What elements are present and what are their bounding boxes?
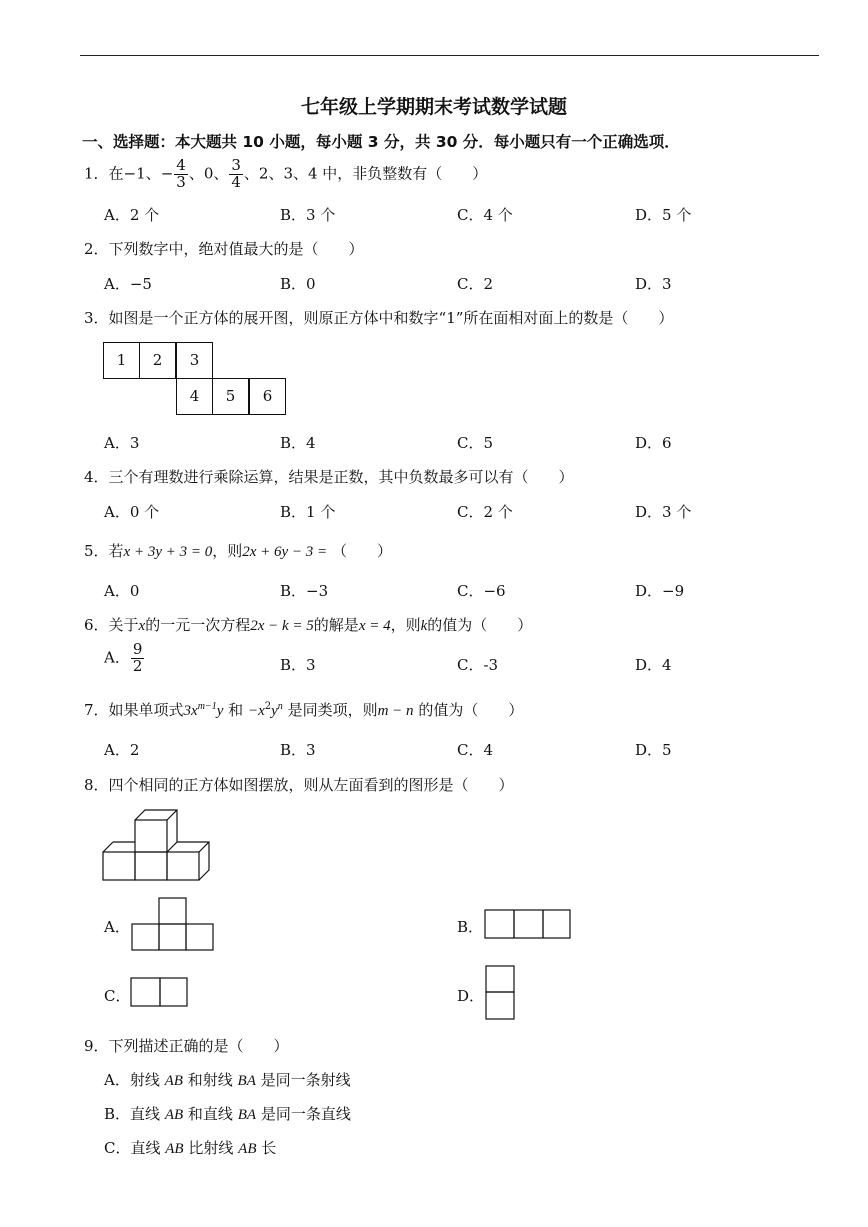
q9-a-mid: 和射线 <box>187 1071 233 1089</box>
q5-option-b[interactable]: B．−3 <box>280 582 329 600</box>
q6-option-a-label: A． <box>104 648 130 667</box>
q8-option-a[interactable]: A． <box>104 918 130 936</box>
question-8: 8．四个相同的正方体如图摆放，则从左面看到的图形是（ ） <box>84 776 514 794</box>
q8-option-b-figure[interactable] <box>483 908 573 940</box>
q6-text: 6．关于 <box>84 616 139 634</box>
q6-equation: 2x − k = 5 <box>250 618 314 634</box>
q6-solution: x = 4 <box>358 618 391 634</box>
q9-b-text: B．直线 <box>104 1105 161 1123</box>
q5-post: （ ） <box>331 542 392 560</box>
q7-option-b[interactable]: B．3 <box>280 741 316 759</box>
q9-b-rest: 是同一条直线 <box>260 1105 351 1123</box>
net-cell-6: 6 <box>249 378 286 415</box>
q1-mid: 、0、 <box>188 164 229 183</box>
q8-option-c-figure[interactable] <box>129 976 191 1008</box>
q9-option-c[interactable] <box>104 1137 276 1158</box>
q2-option-a[interactable]: A．−5 <box>104 275 152 293</box>
q9-a-seg1: AB <box>164 1073 183 1089</box>
q6-mid1: 的一元一次方程 <box>145 616 251 634</box>
q7-option-d[interactable]: D．5 <box>635 741 672 759</box>
question-2: 2．下列数字中，绝对值最大的是（ ） <box>84 240 364 258</box>
q6-mid2: 的解是 <box>313 616 359 634</box>
q8-option-d[interactable]: D． <box>457 987 485 1005</box>
q9-c-rest: 长 <box>261 1139 277 1157</box>
net-cell-3: 3 <box>176 342 213 379</box>
q7-term1-exp: m−1 <box>197 701 217 712</box>
header-rule <box>80 55 819 56</box>
q1-value: −1 <box>123 164 146 183</box>
question-9: 9．下列描述正确的是（ ） <box>84 1037 289 1055</box>
q1-sep: 、 <box>145 164 161 183</box>
q7-mid2: 是同类项，则 <box>287 701 378 719</box>
question-1 <box>84 158 487 191</box>
q1-neg: − <box>160 164 174 183</box>
q1-post: 、2、3、4 中，非负整数有（ ） <box>243 164 488 183</box>
q5-text: 5．若 <box>84 542 124 560</box>
q5-option-a[interactable]: A．0 <box>104 582 140 600</box>
q2-option-b[interactable]: B．0 <box>280 275 316 293</box>
q1-option-d[interactable]: D．5 个 <box>635 206 692 224</box>
q9-a-seg2: BA <box>237 1073 256 1089</box>
q4-option-b[interactable]: B．1 个 <box>280 503 336 521</box>
net-cell-5: 5 <box>212 378 249 415</box>
question-4: 4．三个有理数进行乘除运算，结果是正数，其中负数最多可以有（ ） <box>84 468 574 486</box>
question-3: 3．如图是一个正方体的展开图，则原正方体中和数字“1”所在面相对面上的数是（ ） <box>84 309 674 327</box>
q6-post: 的值为（ ） <box>427 616 533 634</box>
q5-mid: ，则 <box>212 542 243 560</box>
q3-option-a[interactable]: A．3 <box>104 434 140 452</box>
q9-c-seg2: AB <box>238 1141 257 1157</box>
q3-option-d[interactable]: D．6 <box>635 434 672 452</box>
q6-var-k: k <box>420 618 428 634</box>
q7-option-a[interactable]: A．2 <box>104 741 140 759</box>
q1-fraction-1: $\frac{4}{3}$ <box>176 156 186 191</box>
q1-text: 1．在 <box>84 164 124 183</box>
q7-text: 7．如果单项式 <box>84 701 184 719</box>
q9-option-a[interactable] <box>104 1069 351 1090</box>
q9-b-seg1: AB <box>164 1107 184 1123</box>
q8-option-c[interactable]: C． <box>104 987 131 1005</box>
question-5 <box>84 540 392 561</box>
q2-option-d[interactable]: D．3 <box>635 275 672 293</box>
q4-option-d[interactable]: D．3 个 <box>635 503 692 521</box>
q9-c-mid: 比射线 <box>188 1139 234 1157</box>
q5-equation-2: 2x + 6y − 3 = <box>242 544 328 560</box>
q5-equation-1: x + 3y + 3 = 0 <box>123 544 213 560</box>
q9-a-text: A．射线 <box>104 1071 160 1089</box>
q2-option-c[interactable]: C．2 <box>457 275 494 293</box>
q6-option-c[interactable]: C．-3 <box>457 656 499 674</box>
q7-term1: 3x <box>183 703 198 719</box>
q4-option-a[interactable]: A．0 个 <box>104 503 160 521</box>
stacked-cubes-figure <box>100 805 215 885</box>
section-heading: 一、选择题：本大题共 10 小题，每小题 3 分，共 30 分．每小题只有一个正确选项． <box>82 133 680 151</box>
q9-c-seg1: AB <box>165 1141 184 1157</box>
q9-c-text: C．直线 <box>104 1139 161 1157</box>
q9-b-mid: 和直线 <box>187 1105 233 1123</box>
q3-option-c[interactable]: C．5 <box>457 434 494 452</box>
q9-a-rest: 是同一条射线 <box>260 1071 351 1089</box>
q7-term2-yexp: n <box>277 701 283 712</box>
q5-option-d[interactable]: D．−9 <box>635 582 685 600</box>
q7-mid: 和 <box>228 701 244 719</box>
net-cell-2: 2 <box>139 342 176 379</box>
q7-term2: −x <box>247 703 265 719</box>
q6-option-a-fraction: $\frac{9}{2}$ <box>132 640 143 675</box>
q8-option-a-figure[interactable] <box>130 897 216 952</box>
q7-term1-y: y <box>216 703 224 719</box>
q6-mid3: ，则 <box>390 616 421 634</box>
q1-option-b[interactable]: B．3 个 <box>280 206 336 224</box>
q9-option-b[interactable] <box>104 1103 351 1124</box>
q3-option-b[interactable]: B．4 <box>280 434 316 452</box>
question-6 <box>84 614 532 635</box>
q1-option-a[interactable]: A．2 个 <box>104 206 160 224</box>
q6-option-b[interactable]: B．3 <box>280 656 316 674</box>
q7-option-c[interactable]: C．4 <box>457 741 494 759</box>
q6-option-d[interactable]: D．4 <box>635 656 672 674</box>
q7-term2-y: y <box>271 703 278 719</box>
page-title: 七年级上学期期末考试数学试题 <box>300 96 567 118</box>
net-cell-4: 4 <box>176 378 213 415</box>
q4-option-c[interactable]: C．2 个 <box>457 503 513 521</box>
q6-var-x: x <box>138 618 146 634</box>
q1-fraction-2: $\frac{3}{4}$ <box>231 156 241 191</box>
net-cell-1: 1 <box>103 342 140 379</box>
q7-post: 的值为（ ） <box>418 701 524 719</box>
q8-option-b[interactable]: B． <box>457 918 484 936</box>
q7-term2-exp: 2 <box>264 701 272 712</box>
question-7 <box>84 699 523 720</box>
q8-option-d-figure[interactable] <box>484 964 517 1022</box>
q7-expression: m − n <box>377 703 414 719</box>
q9-b-seg2: BA <box>237 1107 257 1123</box>
q5-option-c[interactable]: C．−6 <box>457 582 506 600</box>
q6-option-a[interactable] <box>104 642 145 675</box>
q1-option-c[interactable]: C．4 个 <box>457 206 513 224</box>
